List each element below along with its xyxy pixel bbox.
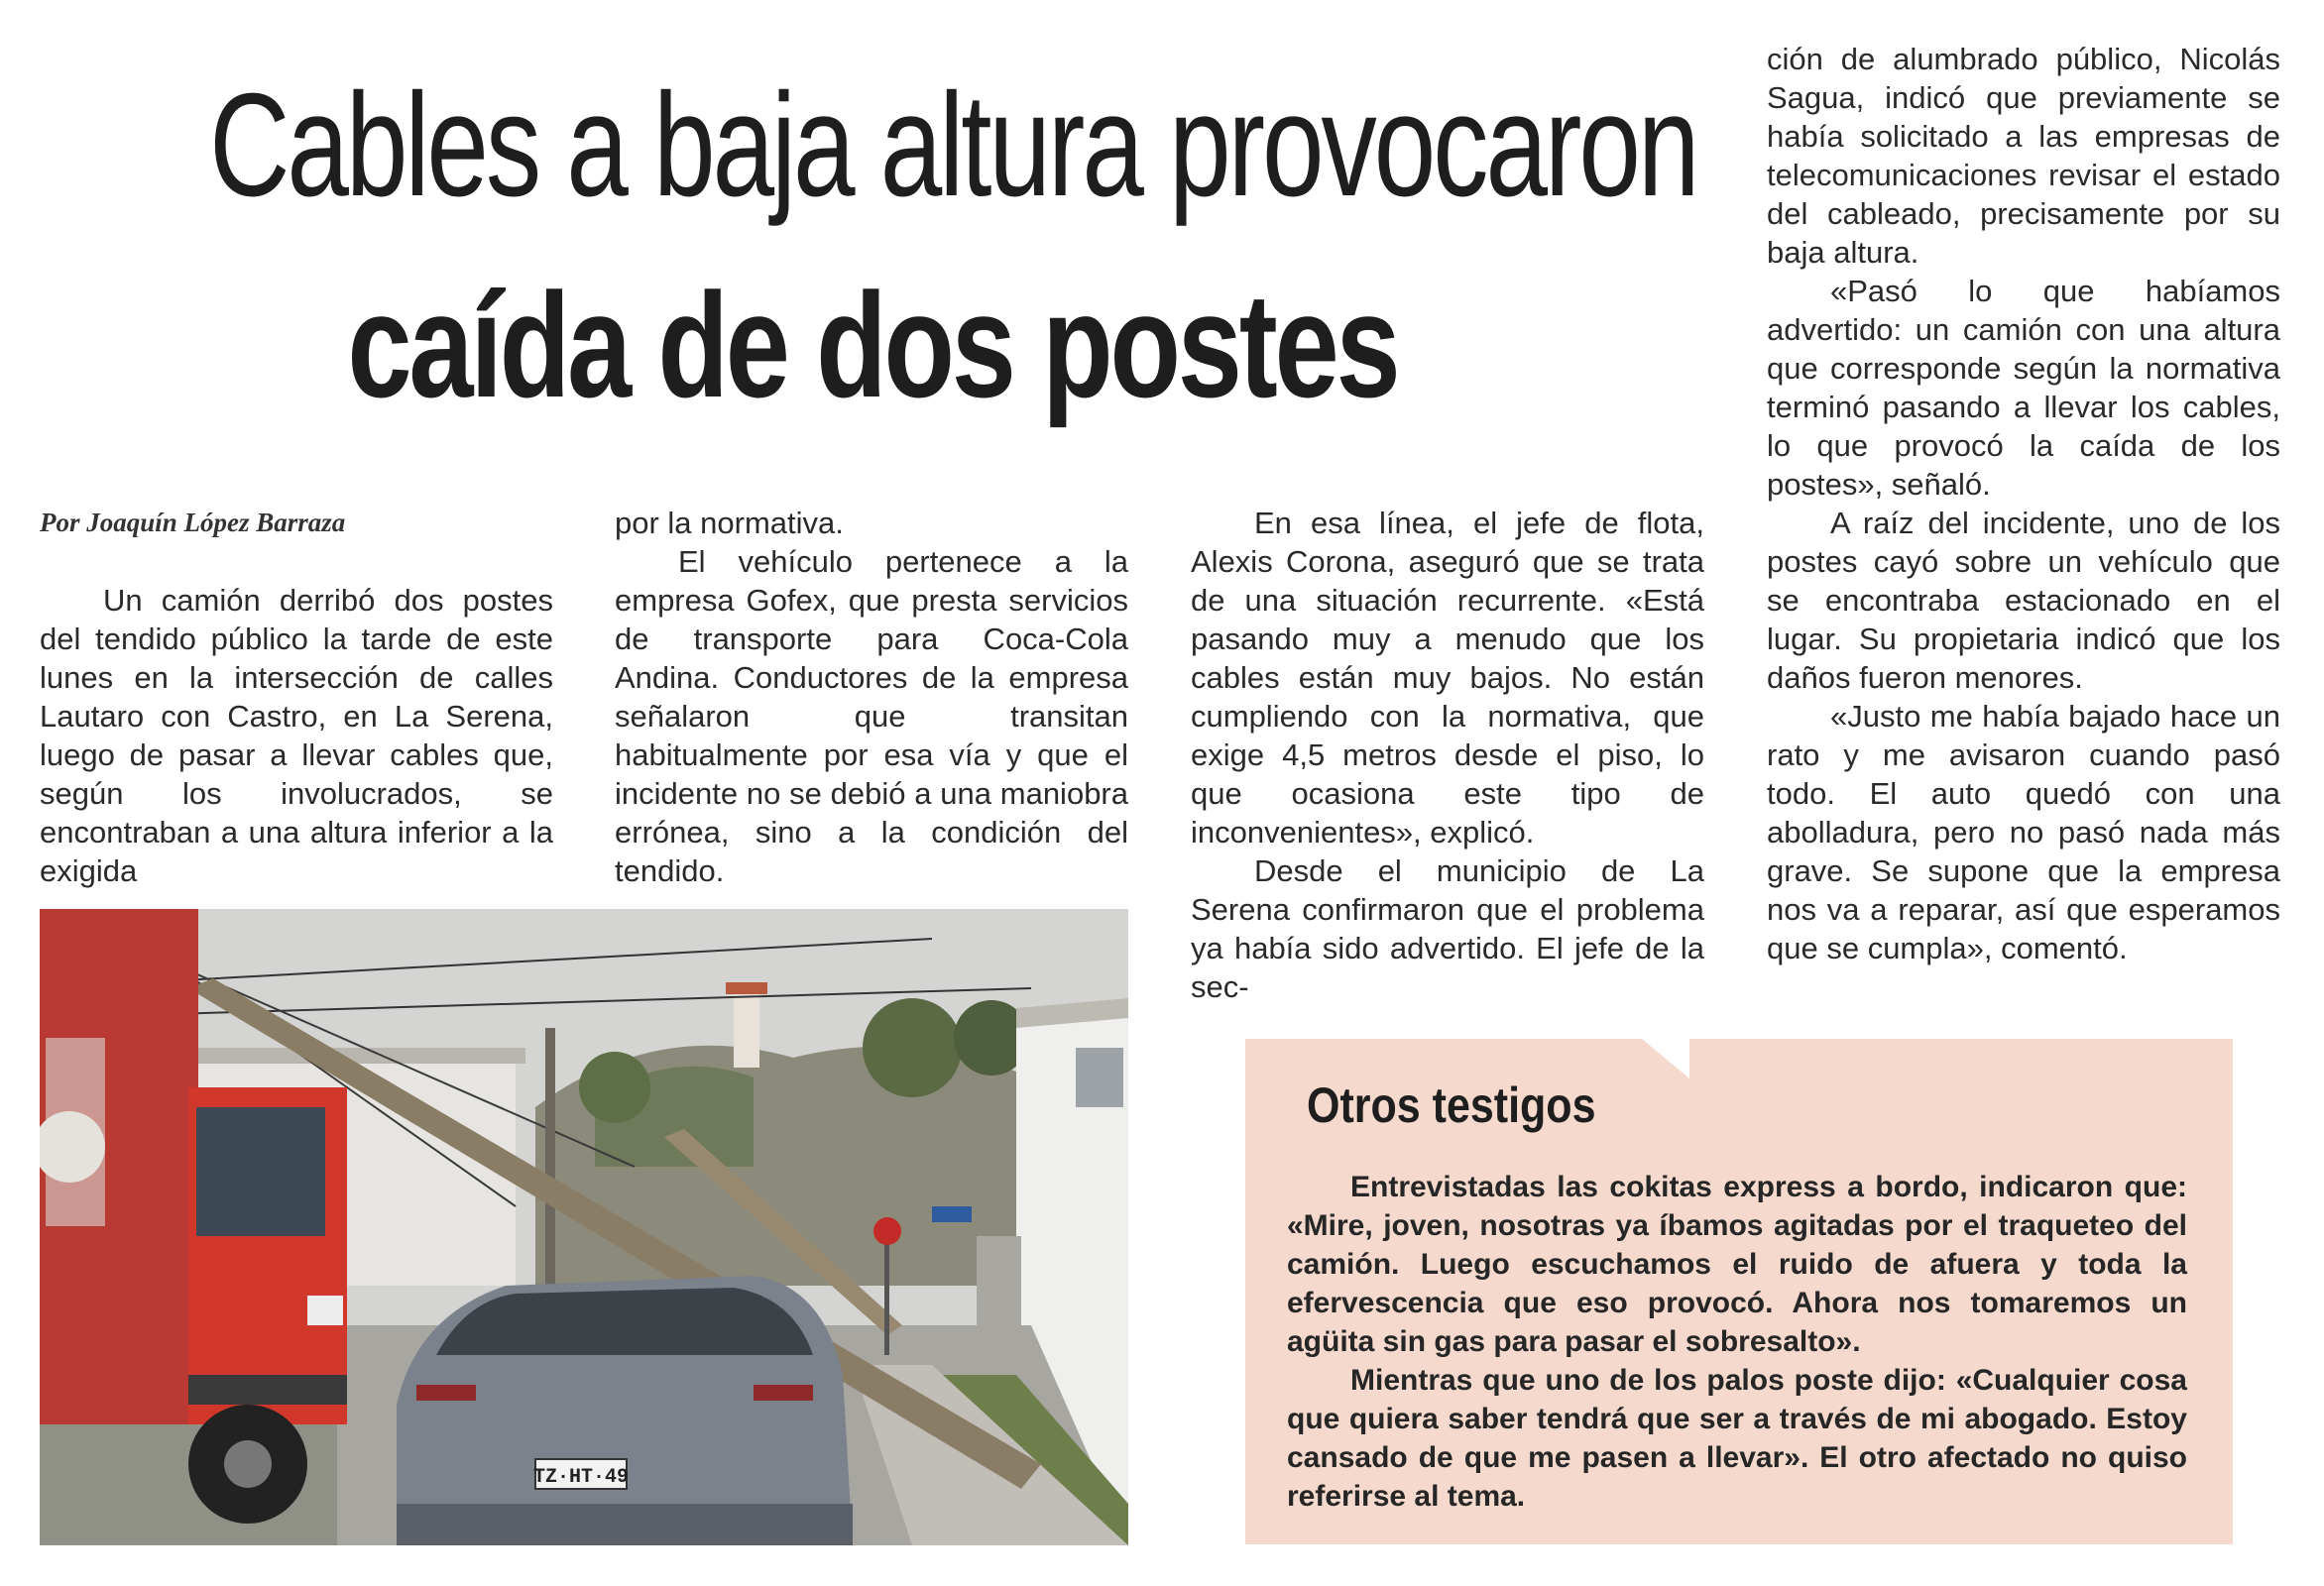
article-paragraph: Un camión derribó dos postes del tendido público la tarde de este lunes en la intersección de calles Lautaro con Castro, en La Serena, luego de pasar a llevar cables que, según los involucrados, se encontraban a una altura inferior a la exigida — [40, 583, 553, 888]
sidebar-title: Otros testigos — [1307, 1077, 1596, 1133]
article-paragraph: ción de alumbrado público, Nicolás Sagua, indicó que previamente se había solicitado a las empresas de telecomunicaciones revisar el estado del cableado, precisamente por su baja altura. — [1767, 42, 2280, 270]
license-plate: TZ·HT·49 — [532, 1466, 630, 1489]
article-column-1 — [40, 581, 553, 890]
sidebar-paragraph: Entrevistadas las cokitas express a bordo, indicaron que: «Mire, joven, nosotras ya íbamos agitadas por el traqueteo del camión. Luego escuchamos el ruido de afuera y toda la efervescencia que eso provocó. Ahora nos tomaremos un agüita sin gas para pasar el sobresalto». — [1287, 1171, 2187, 1358]
sidebar-notch — [1642, 1039, 1689, 1078]
article-paragraph: A raíz del incidente, uno de los postes cayó sobre un vehículo que se encontraba estacionado en el lugar. Su propietaria indicó que los daños fueron menores. — [1767, 506, 2280, 695]
headline-line-1: Cables a baja altura provocaron — [209, 63, 1697, 227]
headline-line-2: caída de dos postes — [347, 262, 1398, 428]
article-column-3 — [1191, 504, 1704, 1006]
article-paragraph: Desde el municipio de La Serena confirmaron que el problema ya había sido advertido. El jefe de la sec- — [1191, 853, 1704, 1004]
article-paragraph: por la normativa. — [615, 506, 844, 540]
sidebar-paragraph: Mientras que uno de los palos poste dijo: «Cualquier cosa que quiera saber tendrá que ser a través de mi abogado. Estoy cansado de que me pasen a llevar». El otro afectado no quiso referirse al tema. — [1287, 1364, 2187, 1513]
article-column-4 — [1767, 40, 2280, 967]
sidebar-body — [1287, 1168, 2187, 1516]
article-paragraph: En esa línea, el jefe de flota, Alexis Corona, aseguró que se trata de una situación recurrente. «Está pasando muy a menudo que los cables están muy bajos. No están cumpliendo con la normativa, que exige 4,5 metros desde el piso, lo que ocasiona este tipo de inconvenientes», explicó. — [1191, 506, 1704, 850]
article-column-2 — [615, 504, 1128, 890]
article-paragraph: «Pasó lo que habíamos advertido: un camión con una altura que corresponde según la normativa terminó pasando a llevar los cables, lo que provocó la caída de los postes», señaló. — [1767, 274, 2280, 502]
article-paragraph: «Justo me había bajado hace un rato y me avisaron cuando pasó todo. El auto quedó con una abolladura, pero no pasó nada más grave. Se supone que la empresa nos va a reparar, así que esperamos que se cumpla», comentó. — [1767, 699, 2280, 965]
byline: Por Joaquín López Barraza — [40, 508, 346, 537]
article-paragraph: El vehículo pertenece a la empresa Gofex, que presta servicios de transporte para Coca-Cola Andina. Conductores de la empresa señalaron que transitan habitualmente por esa vía y que el incidente no se debió a una maniobra errónea, sino a la condición del tendido. — [615, 544, 1128, 888]
news-photo — [40, 909, 1128, 1545]
